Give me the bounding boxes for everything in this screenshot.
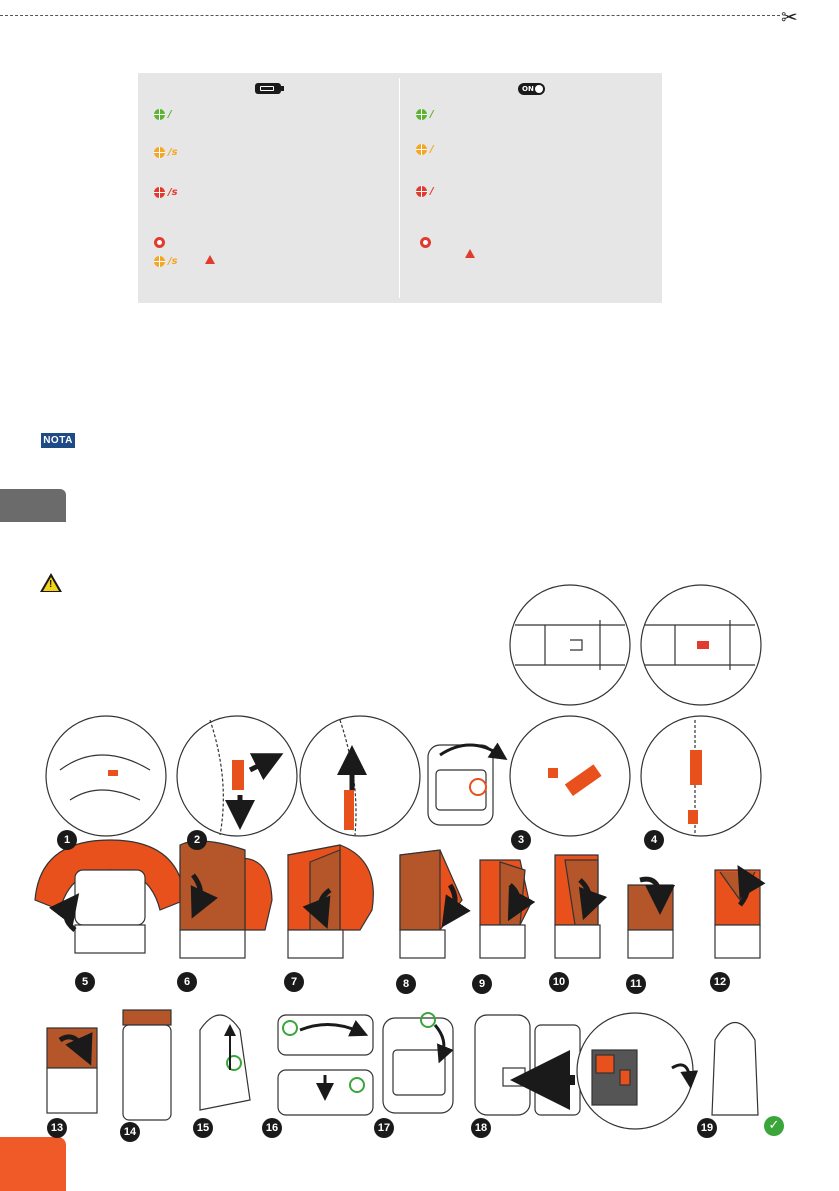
led-icon (416, 109, 427, 120)
step-number: 11 (626, 974, 646, 994)
led-icon (154, 237, 165, 248)
warning-mark: ! (49, 579, 53, 590)
step-10-illustration (555, 855, 600, 958)
step-13-illustration (47, 1028, 97, 1113)
step-number: 7 (284, 972, 304, 992)
step-16-illustration (278, 1015, 373, 1115)
led-red-blink: /s (154, 187, 178, 198)
led-icon (154, 109, 165, 120)
step-number: 3 (511, 830, 531, 850)
led-icon (154, 187, 165, 198)
step-number: 19 (697, 1118, 717, 1138)
warning-icon (205, 255, 215, 264)
step-number: 18 (471, 1118, 491, 1138)
on-switch-icon: ON (518, 83, 545, 95)
step-number: 8 (396, 974, 416, 994)
led-green-steady: / (416, 109, 434, 120)
led-red-solid (420, 237, 431, 248)
step-5-illustration (35, 840, 185, 953)
backpack-open-illustration (428, 745, 500, 825)
step-3-illustration (510, 716, 630, 836)
step-number: 13 (47, 1118, 67, 1138)
led-orange-blink-2: /s (154, 256, 178, 267)
step-11-illustration (628, 885, 673, 958)
led-orange-blink: /s (154, 147, 178, 158)
step-7-illustration (288, 845, 373, 958)
led-icon (154, 147, 165, 158)
language-side-tab (0, 489, 66, 522)
led-red-steady: / (416, 186, 434, 197)
step-number: 12 (710, 972, 730, 992)
led-red-solid (154, 237, 165, 248)
step-number: 1 (57, 830, 77, 850)
led-orange-steady: / (416, 144, 434, 155)
step-number: 2 (187, 830, 207, 850)
led-icon (416, 144, 427, 155)
step-number: 4 (644, 830, 664, 850)
step-number: 6 (177, 972, 197, 992)
step-6-illustration (180, 841, 272, 958)
step-14-illustration (123, 1010, 171, 1120)
led-icon (416, 186, 427, 197)
step-12-illustration (715, 870, 760, 958)
step-9-illustration (480, 860, 530, 958)
step-number: 9 (472, 974, 492, 994)
nota-badge: NOTA (41, 433, 75, 448)
step-number: 16 (262, 1118, 282, 1138)
step-1-illustration (46, 716, 166, 836)
column-divider (399, 78, 400, 298)
step-2b-illustration (300, 716, 420, 836)
led-icon (154, 256, 165, 267)
step-number: 5 (75, 972, 95, 992)
zipper-detail-unlocked (510, 585, 630, 705)
step-number: 10 (549, 972, 569, 992)
step-number: 17 (374, 1118, 394, 1138)
warning-icon (465, 249, 475, 258)
step-15-illustration (200, 1015, 250, 1110)
step-number: 15 (193, 1118, 213, 1138)
battery-charging-icon (255, 83, 281, 94)
step-18-illustration (475, 1013, 693, 1129)
zipper-detail-locked (641, 585, 761, 705)
led-status-table (138, 73, 662, 303)
step-2-illustration (177, 716, 297, 836)
page-side-tab (0, 1137, 66, 1191)
step-19-illustration (712, 1023, 758, 1116)
led-green-steady: / (154, 109, 172, 120)
step-17-illustration (383, 1013, 453, 1113)
led-icon (420, 237, 431, 248)
step-4-illustration (641, 716, 761, 836)
check-icon: ✓ (764, 1116, 784, 1136)
step-number: 14 (120, 1122, 140, 1142)
repacking-illustrations (0, 580, 839, 1140)
scissors-icon: ✂ (781, 5, 798, 29)
cut-line (0, 15, 780, 16)
